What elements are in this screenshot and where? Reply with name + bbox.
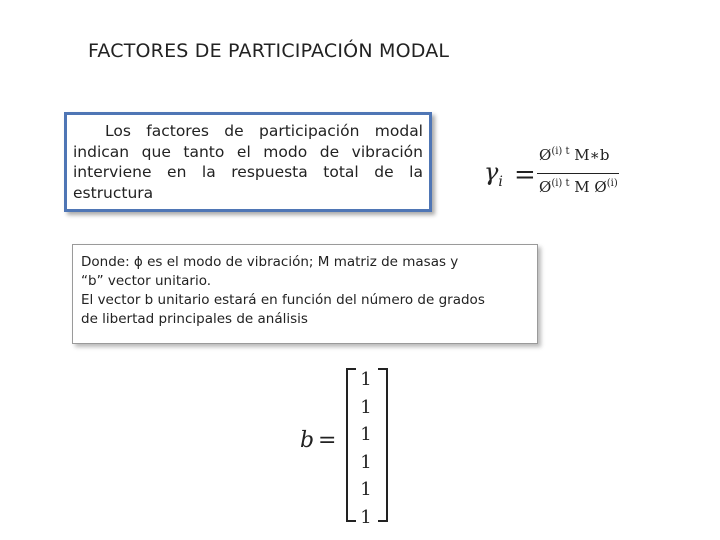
- explanation-box: [72, 244, 538, 344]
- explanation-line: “b” vector unitario.: [81, 273, 212, 289]
- right-bracket: [378, 368, 388, 522]
- vector-entry: 1: [360, 396, 372, 418]
- denominator-sup1: (i) t: [551, 178, 570, 189]
- denominator-mid: M Ø: [574, 178, 607, 196]
- formula-denominator: [539, 178, 618, 196]
- formula-subscript: i: [498, 173, 503, 190]
- definition-text: Los factores de participación modal indican que tanto el modo de vibración interviene en la respuesta total de la estructura: [73, 122, 423, 202]
- vector-entry: 1: [360, 451, 372, 473]
- left-bracket: [346, 368, 356, 522]
- formula-equals: =: [514, 160, 536, 190]
- numerator-rest: M∗b: [574, 146, 610, 164]
- denominator-sup2: (i): [606, 178, 618, 189]
- vector-entry: 1: [360, 506, 372, 528]
- vector-symbol: b: [300, 428, 315, 453]
- vector-entry: 1: [360, 369, 372, 390]
- vector-column: [358, 366, 374, 531]
- participation-factor-formula: [484, 142, 634, 212]
- numerator-phi: Ø: [539, 146, 552, 164]
- denominator-phi: Ø: [539, 178, 552, 196]
- vector-entry: 1: [360, 424, 372, 445]
- formula-lhs: [484, 158, 503, 190]
- vector-equals: =: [318, 428, 337, 453]
- explanation-line: Donde: ϕ es el modo de vibración; M matriz de masas y: [81, 254, 459, 270]
- numerator-sup: (i) t: [551, 146, 570, 157]
- formula-numerator: [539, 146, 609, 164]
- vector-entry: 1: [360, 479, 372, 500]
- unit-vector-equation: [300, 366, 410, 526]
- fraction-bar: [537, 173, 619, 174]
- explanation-line: El vector b unitario estará en función del número de grados: [81, 292, 485, 308]
- explanation-line: de libertad principales de análisis: [81, 311, 308, 327]
- slide-title: FACTORES DE PARTICIPACIÓN MODAL: [88, 40, 450, 62]
- formula-gamma: γ: [484, 158, 499, 186]
- definition-box: [64, 112, 432, 212]
